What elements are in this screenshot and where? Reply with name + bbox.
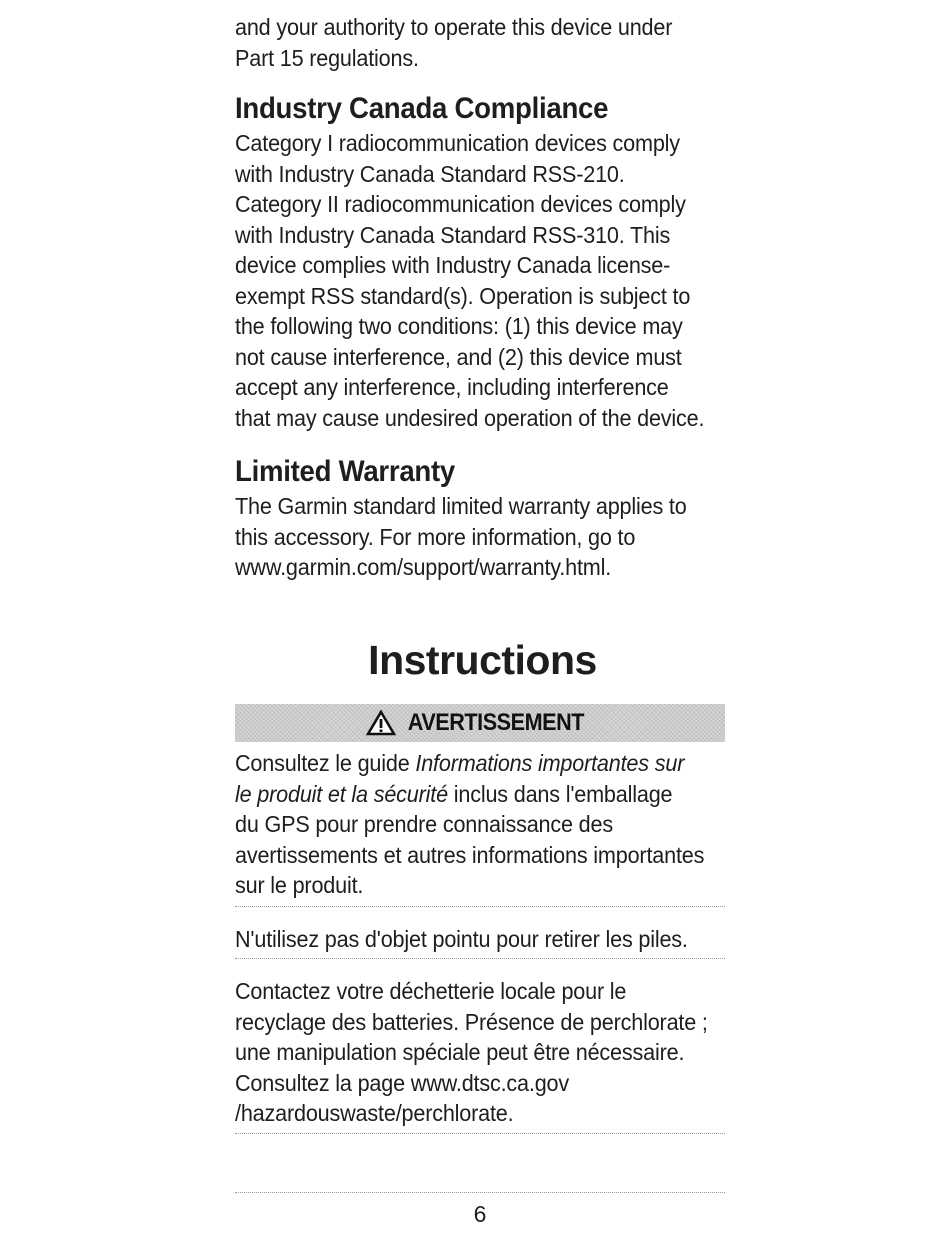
fcc-tail bbox=[235, 12, 730, 73]
body-line: this accessory. For more information, go to bbox=[235, 523, 636, 550]
body-line: recyclage des batteries. Présence de perchlorate ; bbox=[235, 1008, 708, 1035]
divider bbox=[235, 1133, 725, 1134]
fcc-tail-line: Part 15 regulations. bbox=[235, 44, 419, 71]
footer-rule bbox=[235, 1192, 725, 1193]
body-line: The Garmin standard limited warranty applies to bbox=[235, 493, 687, 519]
warranty-heading: Limited Warranty bbox=[235, 455, 456, 488]
industry-canada-heading: Industry Canada Compliance bbox=[235, 92, 609, 125]
body-line: that may cause undesired operation of the device. bbox=[235, 404, 705, 431]
text-run: inclus dans l'emballage bbox=[447, 780, 673, 807]
body-line: with Industry Canada Standard RSS-210. bbox=[235, 160, 625, 187]
body-line: Category I radiocommunication devices comply bbox=[235, 130, 680, 156]
guide-title-part: le produit et la sécurité bbox=[235, 780, 448, 807]
body-line: du GPS pour prendre connaissance des bbox=[235, 811, 613, 837]
divider bbox=[235, 958, 725, 959]
body-line: exempt RSS standard(s). Operation is subject to bbox=[235, 282, 691, 309]
body-line: Category II radiocommunication devices comply bbox=[235, 191, 686, 217]
divider bbox=[235, 906, 725, 907]
body-line: Contactez votre déchetterie locale pour le bbox=[235, 978, 627, 1004]
body-line: the following two conditions: (1) this device may bbox=[235, 313, 683, 339]
body-line: avertissements et autres informations importantes bbox=[235, 841, 705, 868]
warning-label: AVERTISSEMENT bbox=[407, 709, 585, 736]
warning-paragraph-recycling bbox=[235, 976, 730, 1129]
body-line: www.garmin.com/support/warranty.html. bbox=[235, 554, 612, 580]
body-line: sur le produit. bbox=[235, 872, 364, 898]
warning-paragraph-guide bbox=[235, 748, 730, 901]
body-line: une manipulation spéciale peut être nécessaire. bbox=[235, 1039, 685, 1065]
fcc-tail-line: and your authority to operate this device under bbox=[235, 14, 673, 40]
warning-banner bbox=[235, 704, 725, 742]
body-line: accept any interference, including interference bbox=[235, 374, 669, 400]
body-line bbox=[235, 748, 732, 779]
body-line: /hazardouswaste/perchlorate. bbox=[235, 1100, 514, 1126]
body-line: with Industry Canada Standard RSS-310. This bbox=[235, 221, 671, 248]
guide-title-part: Informations importantes sur bbox=[415, 750, 685, 776]
instructions-heading: Instructions bbox=[368, 637, 597, 683]
page-number: 6 bbox=[473, 1201, 487, 1227]
text-run: Consultez le guide bbox=[235, 750, 416, 776]
body-line: not cause interference, and (2) this device must bbox=[235, 343, 682, 370]
industry-canada-section bbox=[235, 92, 730, 433]
warning-triangle-icon bbox=[366, 710, 396, 736]
body-line bbox=[235, 779, 732, 810]
body-line: Consultez la page www.dtsc.ca.gov bbox=[235, 1069, 570, 1096]
warning-paragraph-battery bbox=[235, 924, 730, 955]
body-line: N'utilisez pas d'objet pointu pour retirer les piles. bbox=[235, 926, 688, 952]
warranty-section bbox=[235, 455, 730, 583]
body-line: device complies with Industry Canada license- bbox=[235, 252, 671, 278]
